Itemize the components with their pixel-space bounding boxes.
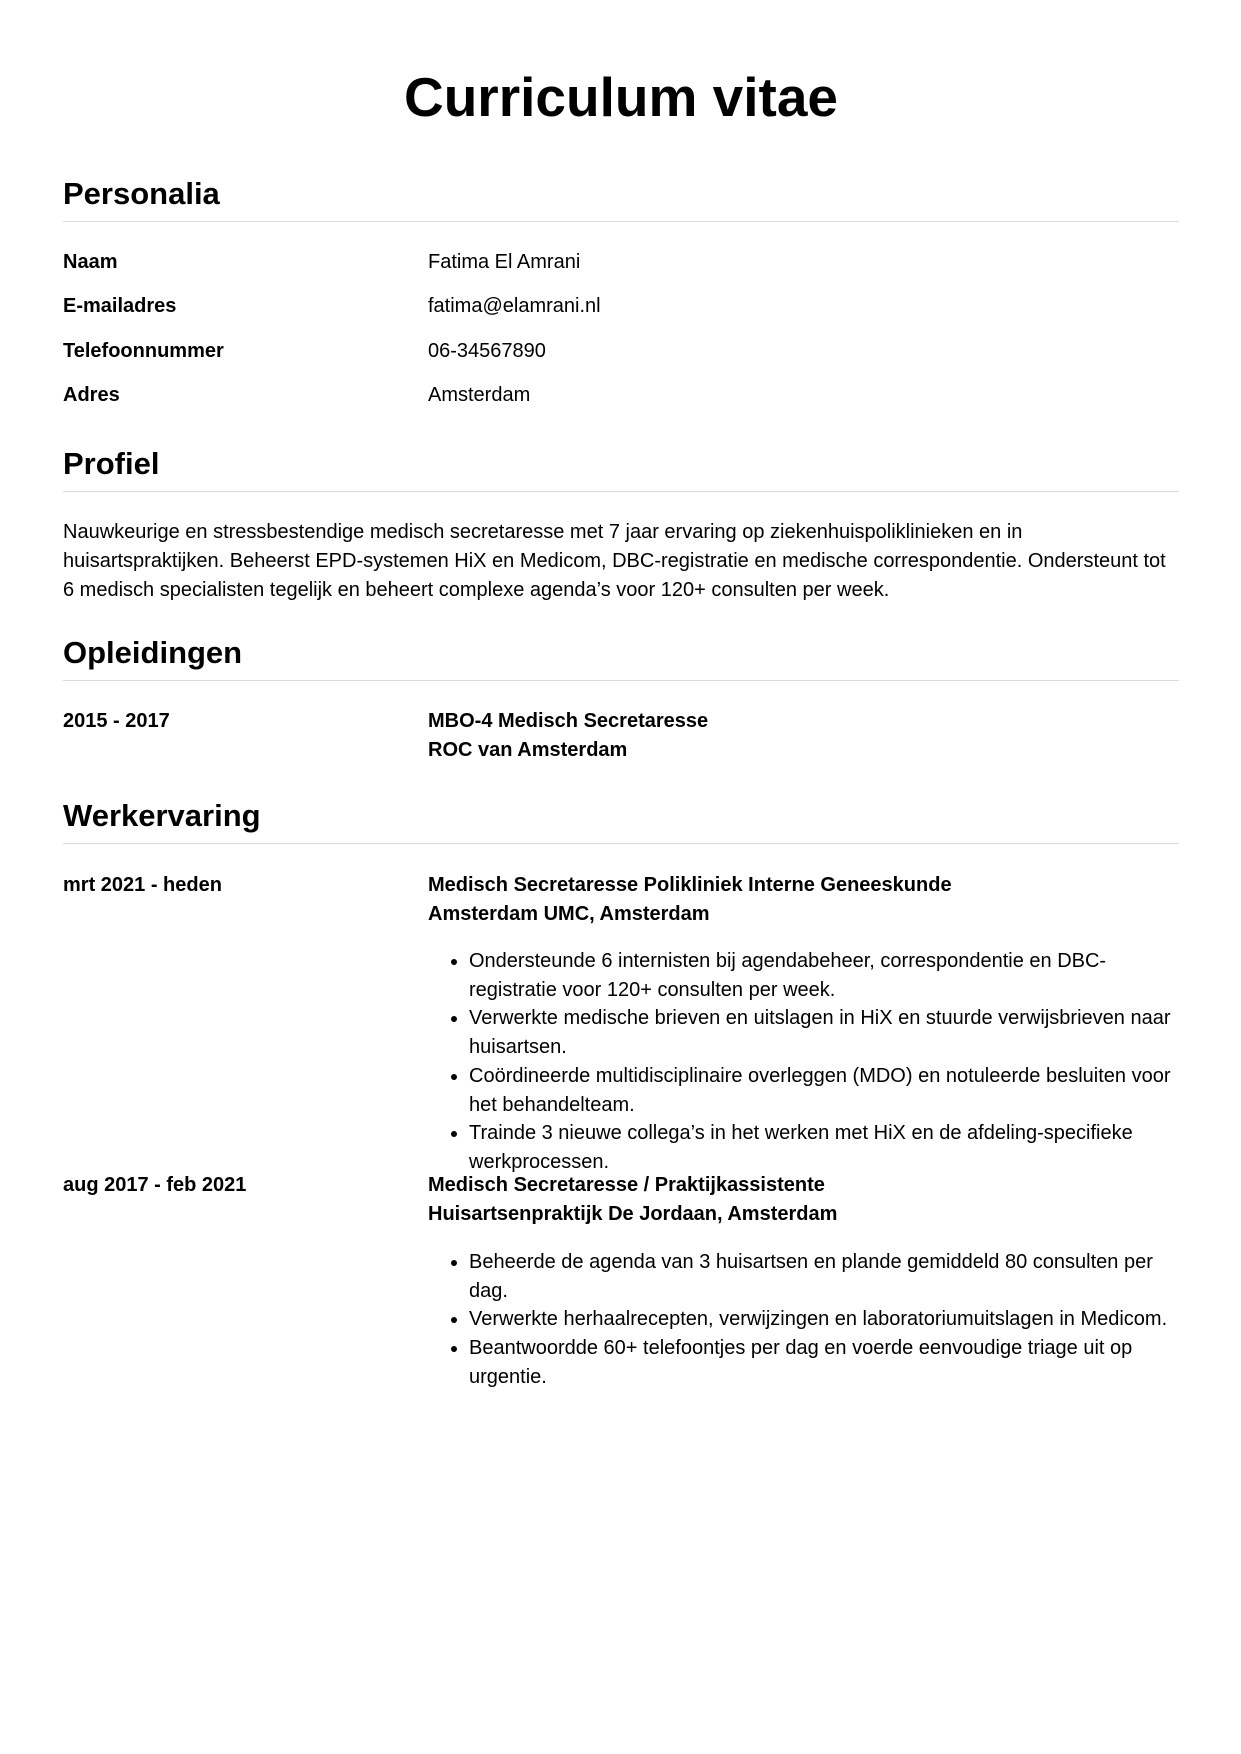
field-label: Naam	[63, 251, 118, 273]
section-divider	[63, 491, 1179, 492]
work-details	[428, 871, 1179, 929]
field-value: Amsterdam	[428, 384, 531, 406]
work-details	[428, 1171, 1179, 1229]
section-heading-personalia: Personalia	[63, 176, 220, 211]
field-value: Fatima El Amrani	[428, 251, 581, 273]
education-details	[428, 707, 1179, 765]
work-employer: Huisartsenpraktijk De Jordaan, Amsterdam	[428, 1203, 838, 1225]
work-period: mrt 2021 - heden	[63, 874, 222, 896]
field-label: E-mailadres	[63, 295, 177, 317]
section-heading-opleidingen: Opleidingen	[63, 635, 243, 670]
section-heading-profiel: Profiel	[63, 446, 160, 481]
list-item: • Verwerkte medische brieven en uitslagen in HiX en stuurde verwijsbrieven naar huisartsen.	[469, 1004, 1189, 1061]
field-value: fatima@elamrani.nl	[428, 295, 601, 317]
section-heading-werkervaring: Werkervaring	[63, 798, 261, 833]
work-responsibilities-list	[428, 1248, 1189, 1392]
list-item: • Verwerkte herhaalrecepten, verwijzingen en laboratoriumuitslagen in Medicom.	[469, 1305, 1189, 1334]
list-item: • Trainde 3 nieuwe collega’s in het werken met HiX en de afdeling-specifieke werkprocessen.	[469, 1119, 1189, 1176]
profile-summary: Nauwkeurige en stressbestendige medisch secretaresse met 7 jaar ervaring op ziekenhuispoliklinieken en in huisartspraktijken. Beheerst EPD-systemen HiX en Medicom, DBC-registratie en medische correspondentie. Ondersteunt tot 6 medisch specialisten tegelijk en beheert complexe agenda’s voor 120+ consulten per week.	[63, 521, 1166, 601]
section-divider	[63, 843, 1179, 844]
work-employer: Amsterdam UMC, Amsterdam	[428, 903, 710, 925]
list-item: • Coördineerde multidisciplinaire overleggen (MDO) en notuleerde besluiten voor het behandelteam.	[469, 1062, 1189, 1119]
field-label: Telefoonnummer	[63, 340, 224, 362]
education-title: MBO-4 Medisch Secretaresse	[428, 710, 709, 732]
work-period: aug 2017 - feb 2021	[63, 1174, 247, 1196]
field-label: Adres	[63, 384, 120, 406]
field-value: 06-34567890	[428, 340, 546, 362]
section-divider	[63, 221, 1179, 222]
work-title: Medisch Secretaresse Polikliniek Interne Geneeskunde	[428, 874, 952, 896]
list-item: • Beheerde de agenda van 3 huisartsen en plande gemiddeld 80 consulten per dag.	[469, 1248, 1189, 1305]
work-responsibilities-list	[428, 947, 1189, 1177]
education-institution: ROC van Amsterdam	[428, 739, 628, 761]
document-title: Curriculum vitae	[403, 66, 838, 128]
section-divider	[63, 680, 1179, 681]
list-item: • Ondersteunde 6 internisten bij agendabeheer, correspondentie en DBC-registratie voor 120+ consulten per week.	[469, 947, 1189, 1004]
list-item: • Beantwoordde 60+ telefoontjes per dag en voerde eenvoudige triage uit op urgentie.	[469, 1334, 1189, 1391]
education-period: 2015 - 2017	[63, 710, 170, 732]
work-title: Medisch Secretaresse / Praktijkassistente	[428, 1174, 825, 1196]
